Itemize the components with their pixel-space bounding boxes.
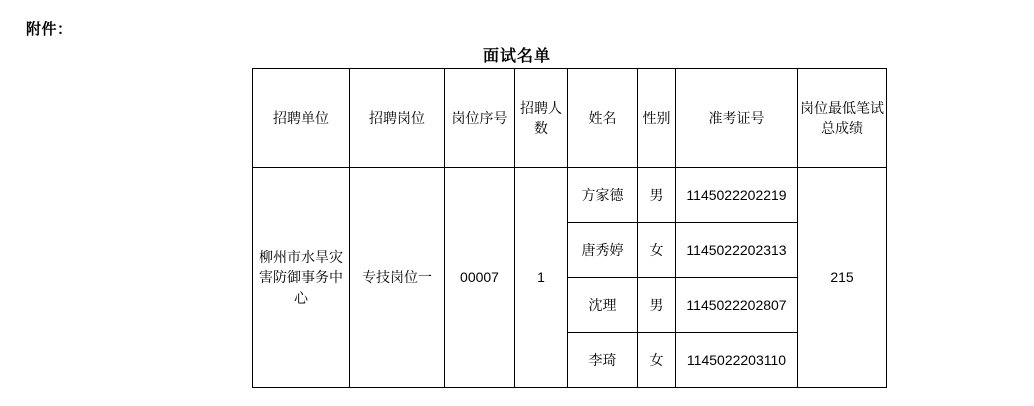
cell-gender: 男	[638, 278, 676, 333]
column-header-ticket: 准考证号	[676, 69, 798, 168]
cell-name: 李琦	[568, 333, 638, 388]
column-header-gender: 性别	[638, 69, 676, 168]
column-header-unit: 招聘单位	[253, 69, 350, 168]
cell-gender: 女	[638, 223, 676, 278]
column-header-count: 招聘人数	[515, 69, 568, 168]
cell-ticket: 1145022202807	[676, 278, 798, 333]
column-header-post: 招聘岗位	[350, 69, 445, 168]
cell-gender: 女	[638, 333, 676, 388]
cell-count: 1	[515, 168, 568, 388]
attachment-label: 附件：	[26, 21, 73, 38]
column-header-post-no: 岗位序号	[445, 69, 515, 168]
cell-name: 沈理	[568, 278, 638, 333]
cell-post: 专技岗位一	[350, 168, 445, 388]
cell-unit: 柳州市水旱灾害防御事务中心	[253, 168, 350, 388]
table-row	[253, 168, 887, 223]
interview-roster-table	[252, 68, 887, 388]
cell-ticket: 1145022202219	[676, 168, 798, 223]
cell-name: 唐秀婷	[568, 223, 638, 278]
interview-roster-table-wrapper	[252, 68, 886, 388]
cell-name: 方家德	[568, 168, 638, 223]
column-header-name: 姓名	[568, 69, 638, 168]
page-title: 面试名单	[482, 48, 551, 65]
cell-min-score: 215	[798, 168, 887, 388]
table-header-row	[253, 69, 887, 168]
cell-gender: 男	[638, 168, 676, 223]
cell-ticket: 1145022202313	[676, 223, 798, 278]
cell-ticket: 1145022203110	[676, 333, 798, 388]
cell-post-no: 00007	[445, 168, 515, 388]
column-header-min-score: 岗位最低笔试总成绩	[798, 69, 887, 168]
